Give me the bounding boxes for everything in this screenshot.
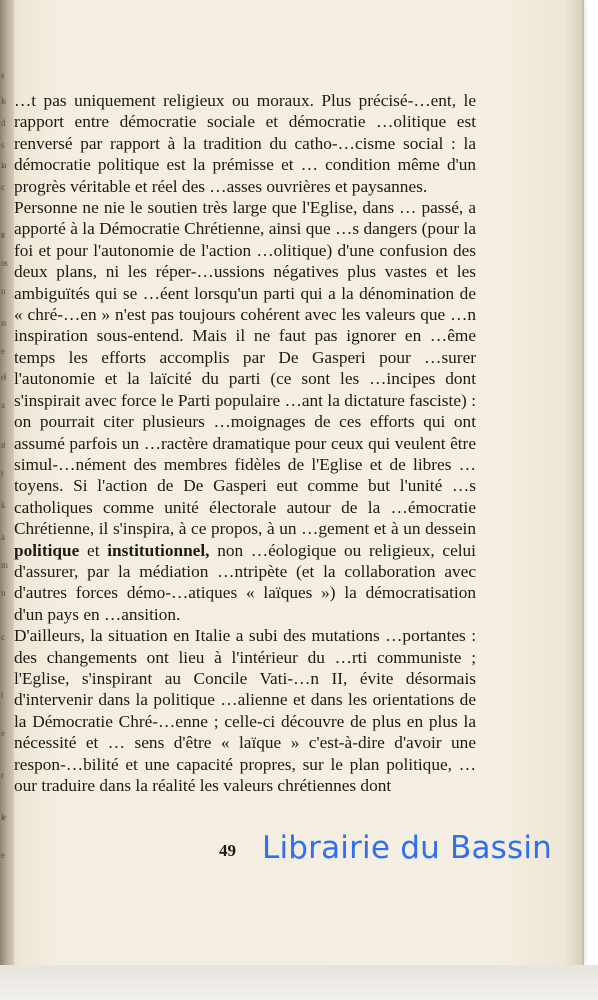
page-number: 49 <box>219 841 236 860</box>
text-run: …t pas uniquement religieux ou moraux. Plus précisé-…ent, le rapport entre démocratie sociale et démocratie …olitique est renversé par rapport à la tradition du catho-…cisme social : la démocratie politique est la prémisse et … condition même d'un progrès véritable et réel des …asses ouvrières et paysannes. <box>14 91 476 196</box>
facing-page-edge-text: s ls d s ia c tr ns u rs e el a ri r k a m n c t e r le e <box>1 70 8 860</box>
text-run: Personne ne nie le soutien très large que l'Eglise, dans … passé, a apporté à la Démocratie Chrétienne, ainsi que …s dangers (pour la foi et pour l'autonomie de l'action …olitique) d'une confusion des deux plans, ni les réper-…ussions négatives plus vastes et les ambiguïtés qui se …éent lorsqu'un parti qui a la dénomination de « chré-…en » n'est pas toujours cohérent avec les valeurs que …n inspiration sous-entend. Mais il ne faut pas ignorer en …ême temps les efforts accomplis par De Gasperi pour …surer l'autonomie et la laïcité du parti (ce sont les …incipes dont s'inspirait avec force le Parti populaire …ant la dictature fasciste) : on pourrait citer plusieurs …moignages de ces efforts qui ont assumé parfois un …ractère dramatique pour ceux qui veulent être simul-…nément des membres fidèles de l'Eglise et de libres …toyens. Si l'action de De Gasperi eut comme but l'unité …s catholiques comme unité électorale autour de la …émocratie Chrétienne, il s'inspira, à ce propos, à un …gement et à un dessein <box>14 198 476 539</box>
body-paragraph <box>14 90 476 197</box>
bold-term: politique <box>14 540 80 560</box>
bold-term: institutionnel, <box>107 540 210 560</box>
text-run: D'ailleurs, la situation en Italie a subi des mutations …portantes : des changements ont lieu à l'intérieur du …rti communiste ; l'Eglise, s'inspirant au Concile Vati-…n II, évite désormais d'intervenir dans la politique …alienne et dans les orientations de la Démocratie Chré-…enne ; celle-ci découvre de plus en plus la nécessité et … sens d'être « laïque » c'est-à-dire d'avoir une respon-…bilité et une capacité propres, sur le plan politique, …our traduire dans la réalité les valeurs chrétiennes dont <box>14 626 476 795</box>
watermark-text: Librairie du Bassin <box>262 830 553 866</box>
body-paragraph <box>14 625 476 796</box>
background-surface <box>0 965 598 1000</box>
body-paragraph <box>14 197 476 625</box>
text-run: non …éologique ou religieux, celui d'assurer, par la médiation …ntripète (et la collaboration avec d'autres forces démo-…atiques « laïques ») la démocratisation d'un pays en …ansition. <box>14 540 476 624</box>
text-run: et <box>79 540 108 560</box>
body-text <box>14 90 476 796</box>
